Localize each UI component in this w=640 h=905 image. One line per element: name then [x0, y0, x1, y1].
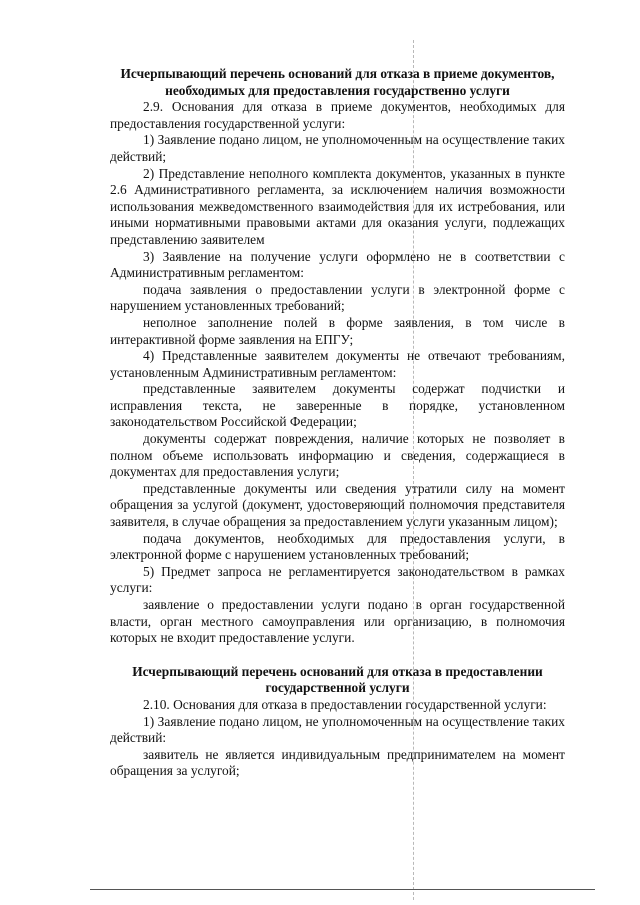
paragraph-item-3: 3) Заявление на получение услуги оформлено не в соответствии с Административным регламентом:: [110, 248, 565, 281]
paragraph-item-4-d: подача документов, необходимых для предоставления услуги, в электронной форме с нарушением установленных требований;: [110, 530, 565, 563]
paragraph-2-10-item-1: 1) Заявление подано лицом, не уполномоченным на осуществление таких действий:: [110, 713, 565, 746]
paragraph-item-3-b: неполное заполнение полей в форме заявления, в том числе в интерактивной форме заявления на ЕПГУ;: [110, 314, 565, 347]
section-heading-refusal-acceptance: Исчерпывающий перечень оснований для отказа в приеме документов, необходимых для предоставления государственно услуги: [120, 66, 555, 98]
section-heading-refusal-service: Исчерпывающий перечень оснований для отказа в предоставлении государственной услуги: [132, 663, 543, 696]
paragraph-2-10: 2.10. Основания для отказа в предоставлении государственной услуги:: [143, 696, 547, 712]
paragraph-item-1: 1) Заявление подано лицом, не уполномоченным на осуществление таких действий;: [110, 132, 565, 164]
section-refusal-service: [110, 664, 565, 780]
paragraph-item-4: 4) Представленные заявителем документы не отвечают требованиям, установленным Административным регламентом:: [110, 348, 565, 380]
paragraph-item-5: 5) Предмет запроса не регламентируется законодательством в рамках услуги:: [110, 563, 565, 596]
paragraph-2-9: 2.9. Основания для отказа в приеме документов, необходимых для предоставления государственной услуги:: [110, 99, 565, 131]
paragraph-item-5-a: заявление о предоставлении услуги подано в орган государственной власти, орган местного самоуправления или организацию, в полномочия которых не входит предоставление услуги.: [110, 597, 565, 646]
page-bottom-rule: [90, 889, 595, 890]
paragraph-item-4-c: представленные документы или сведения утратили силу на момент обращения за услугой (документ, удостоверяющий полномочия представителя заявителя, в случае обращения за предоставлением услуги указанным лицом);: [110, 480, 565, 530]
document-body: [110, 66, 565, 780]
paragraph-item-4-a: представленные заявителем документы содержат подчистки и исправления текста, не заверенные в порядке, установленном законодательством Российской Федерации;: [110, 381, 565, 430]
paragraph-item-3-a: подача заявления о предоставлении услуги в электронной форме с нарушением установленных требований;: [110, 281, 565, 314]
paragraph-2-10-item-1-a: заявитель не является индивидуальным предпринимателем на момент обращения за услугой;: [110, 746, 565, 779]
paragraph-item-2: 2) Представление неполного комплекта документов, указанных в пункте 2.6 Административного регламента, за исключением наличия возможности использования межведомственного взаимодействия для их истребования, или иными нормативными правовыми актами для оказания услуги, подлежащих представлению заявителем: [110, 165, 565, 247]
paragraph-item-4-b: документы содержат повреждения, наличие которых не позволяет в полном объеме использовать информацию и сведения, содержащиеся в документах для предоставления услуги;: [110, 431, 565, 480]
